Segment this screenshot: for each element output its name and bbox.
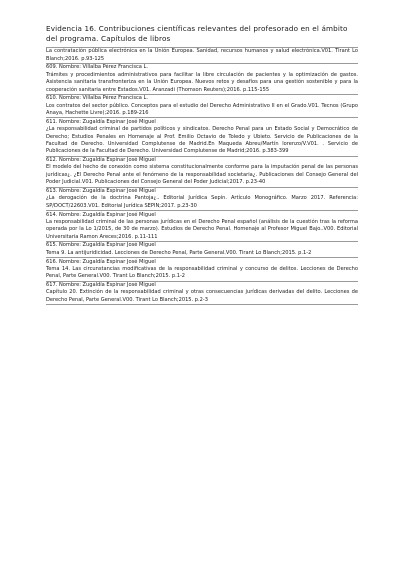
chapter-list bbox=[46, 47, 358, 305]
entry-author: Nombre: Zugaldía Espinar José Miguel bbox=[58, 282, 156, 289]
entry-author: Nombre: Zugaldía Espinar José Miguel bbox=[58, 118, 156, 125]
entry-number: 614. bbox=[46, 211, 58, 218]
list-item bbox=[46, 156, 358, 187]
entry-number: 609. bbox=[46, 64, 58, 71]
entry-header bbox=[46, 242, 358, 250]
lead-fragment-entry bbox=[46, 47, 358, 63]
entry-number: 616. bbox=[46, 258, 58, 265]
entry-text: Los contratos del sector público. Conceptos para el estudio del Derecho Administrativo II en el Grado.V01. Tecnos (Grupo Anaya, Hachette Livre);2016. p.189-216 bbox=[46, 102, 358, 117]
entry-number: 611. bbox=[46, 118, 58, 125]
entry-header bbox=[46, 118, 358, 126]
entry-author: Nombre: Zugaldía Espinar José Miguel bbox=[58, 187, 156, 194]
list-item bbox=[46, 117, 358, 155]
entry-number: 612. bbox=[46, 157, 58, 164]
list-item bbox=[46, 63, 358, 94]
entry-header bbox=[46, 258, 358, 266]
entry-number: 610. bbox=[46, 95, 58, 102]
evidence-heading: Evidencia 16. Contribuciones científicas relevantes del profesorado en el ámbito del programa. Capítulos de libros bbox=[46, 24, 348, 43]
entry-header bbox=[46, 64, 358, 72]
entry-author: Nombre: Zugaldía Espinar José Miguel bbox=[58, 242, 156, 249]
entry-author: Nombre: Villalba Pérez Francisca L. bbox=[58, 64, 148, 71]
entry-text: Tema 14. Las circunstancias modificativas de la responsabilidad criminal y concurso de delitos. Lecciones de Derecho Penal, Parte General.V00. Tirant Lo Blanch;2015. p.1-2 bbox=[46, 265, 358, 280]
document-page bbox=[46, 24, 358, 305]
list-item bbox=[46, 257, 358, 281]
entry-author: Nombre: Villalba Pérez Francisca L. bbox=[58, 95, 148, 102]
entry-text: Tema 9. La antijuridicidad. Lecciones de Derecho Penal, Parte General.V00. Tirant Lo Blanch;2015. p.1-2 bbox=[46, 249, 312, 256]
list-item bbox=[46, 94, 358, 118]
entry-number: 615. bbox=[46, 242, 58, 249]
entry-text: ¿La derogación de la doctrina Pantoja¿.. Editorial Jurídica Sepín. Artículo Monográfico. Marzo 2017. Referencia: SP/DOCT/22603.V01. Editorial Jurídica SEPIN;2017. p.23-30 bbox=[46, 195, 358, 209]
entry-text: Trámites y procedimientos administrativos para facilitar la libre circulación de pacientes y la optimización de gastos. Asistencia sanitaria transfronteriza en la Unión Europea. Nuevos retos y desafíos para una gestión sostenible y para la cooperación sanitaria entre Estados.V01. Aranzadi (Thomson Reuters);2016. p.115-155 bbox=[46, 71, 358, 93]
entry-number: 613. bbox=[46, 187, 58, 194]
list-item bbox=[46, 241, 358, 257]
entry-number: 617. bbox=[46, 282, 58, 289]
table-bottom-rule bbox=[46, 304, 358, 305]
entry-text: La responsabilidad criminal de las personas jurídicas en el Derecho Penal español (análisis de la cuestión tras la reforma operada por la Lo 1/2015, de 30 de marzo). Estudios de Derecho Penal. Homenaje al Profesor Miguel Bajo..V00. Editorial Universitaria Ramon Areces;2016. p.11-111 bbox=[46, 218, 358, 240]
entry-author: Nombre: Zugaldía Espinar José Miguel bbox=[58, 258, 156, 265]
entry-text: La contratación pública electrónica en la Unión Europea. Sanidad, recursos humanos y salud electrónica.V01. Tirant Lo Blanch;2016. p.93-125 bbox=[46, 48, 358, 62]
entry-text: Capítulo 20. Extinción de la responsabilidad criminal y otras consecuencias jurídicas derivadas del delito. Lecciones de Derecho Penal, Parte General.V00. Tirant Lo Blanch;2015. p.2-3 bbox=[46, 289, 358, 303]
entry-author: Nombre: Zugaldía Espinar José Miguel bbox=[58, 157, 156, 164]
entry-header bbox=[46, 211, 358, 219]
list-item bbox=[46, 210, 358, 241]
list-item bbox=[46, 187, 358, 211]
entry-author: Nombre: Zugaldía Espinar José Miguel bbox=[58, 211, 156, 218]
list-item bbox=[46, 281, 358, 305]
entry-header bbox=[46, 95, 358, 103]
entry-text: ¿La responsabilidad criminal de partidos políticos y sindicatos. Derecho Penal para un Estado Social y Democrático de Derecho; Estudios Penales en Homenaje al Prof. Emilio Octavio de Toledo y Ubieto. Servicio de Publicaciones de la Facultad de Derecho. Universidad Complutense de Madrid.En Maqueda Abreu/Martín lorenzo/V.V01. . Servicio de Publicaciones de la Facultad de Derecho. Universidad Complutense de Madrid;2016. p.383-399 bbox=[46, 126, 358, 155]
entry-text: El modelo del hecho de conexión como sistema constitucionalmente conforme para la imputación penal de las personas jurídicas¿. ¿El Derecho Penal ante el fenómeno de la responsabilidad societaria¿. Publicaciones del Consejo General del Poder Judicial.V01. Publicaciones del Consejo General del Poder Judicial;2017. p.23-40 bbox=[46, 164, 358, 186]
